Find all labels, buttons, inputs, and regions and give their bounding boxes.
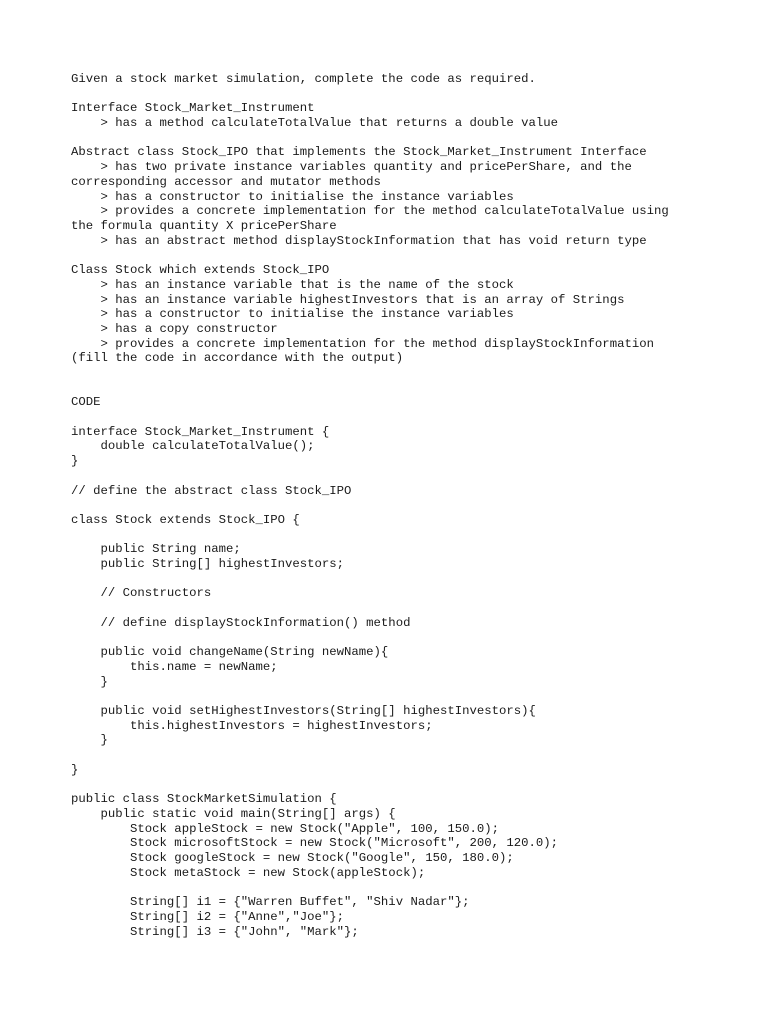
blank-line bbox=[71, 366, 761, 381]
text-line: public static void main(String[] args) { bbox=[71, 806, 396, 821]
text-line: > has an instance variable that is the name of the stock bbox=[71, 277, 514, 292]
text-line: Interface Stock_Market_Instrument bbox=[71, 101, 315, 116]
text-line: public String[] highestInvestors; bbox=[71, 557, 345, 572]
blank-line bbox=[71, 248, 761, 263]
blank-line bbox=[71, 880, 761, 895]
text-line: Abstract class Stock_IPO that implements the Stock_Market_Instrument Interface bbox=[71, 145, 647, 160]
text-line: public void setHighestInvestors(String[] highestInvestors){ bbox=[71, 704, 536, 719]
text-line: // define the abstract class Stock_IPO bbox=[71, 483, 352, 498]
text-line: > has a constructor to initialise the instance variables bbox=[71, 307, 514, 322]
text-line: Stock appleStock = new Stock("Apple", 100, 150.0); bbox=[71, 821, 500, 836]
text-line: the formula quantity X pricePerShare bbox=[71, 219, 337, 233]
text-line: (fill the code in accordance with the output) bbox=[71, 351, 404, 366]
blank-line bbox=[71, 131, 761, 146]
blank-line bbox=[71, 572, 761, 587]
text-line: public String name; bbox=[71, 542, 241, 557]
text-line: // Constructors bbox=[71, 586, 212, 601]
text-line: Stock googleStock = new Stock("Google", 150, 180.0); bbox=[71, 851, 514, 866]
text-line: > has an instance variable highestInvestors that is an array of Strings bbox=[71, 292, 625, 307]
text-line: public void changeName(String newName){ bbox=[71, 645, 389, 660]
text-line: corresponding accessor and mutator methods bbox=[71, 174, 381, 189]
text-line: // define displayStockInformation() method bbox=[71, 615, 411, 630]
text-line: > has a copy constructor bbox=[71, 321, 278, 336]
blank-line bbox=[71, 410, 761, 425]
text-line: } bbox=[71, 733, 108, 748]
text-line: CODE bbox=[71, 395, 101, 410]
blank-line bbox=[71, 631, 761, 646]
text-line: Given a stock market simulation, complete the code as required. bbox=[71, 72, 536, 86]
text-line: Stock metaStock = new Stock(appleStock); bbox=[71, 865, 426, 880]
blank-line bbox=[71, 748, 761, 763]
blank-line bbox=[71, 528, 761, 543]
text-line: } bbox=[71, 674, 108, 689]
text-line: > provides a concrete implementation for the method calculateTotalValue using bbox=[71, 204, 669, 219]
document-body bbox=[71, 72, 761, 939]
blank-line bbox=[71, 498, 761, 513]
text-line: > provides a concrete implementation for the method displayStockInformation bbox=[71, 336, 654, 351]
text-line: } bbox=[71, 762, 79, 777]
text-line: this.highestInvestors = highestInvestors; bbox=[71, 718, 433, 733]
text-line: > has two private instance variables quantity and pricePerShare, and the bbox=[71, 160, 632, 175]
blank-line bbox=[71, 381, 761, 396]
text-line: this.name = newName; bbox=[71, 659, 278, 674]
text-line: public class StockMarketSimulation { bbox=[71, 792, 337, 807]
text-line: > has a method calculateTotalValue that returns a double value bbox=[71, 116, 559, 131]
blank-line bbox=[71, 87, 761, 102]
text-line: Stock microsoftStock = new Stock("Microsoft", 200, 120.0); bbox=[71, 836, 559, 851]
text-line: Class Stock which extends Stock_IPO bbox=[71, 263, 330, 278]
text-line: String[] i1 = {"Warren Buffet", "Shiv Nadar"}; bbox=[71, 895, 470, 910]
text-line: class Stock extends Stock_IPO { bbox=[71, 512, 300, 527]
text-line: double calculateTotalValue(); bbox=[71, 439, 315, 454]
text-line: interface Stock_Market_Instrument { bbox=[71, 424, 330, 439]
blank-line bbox=[71, 778, 761, 793]
blank-line bbox=[71, 689, 761, 704]
text-line: String[] i2 = {"Anne","Joe"}; bbox=[71, 909, 345, 924]
text-line: String[] i3 = {"John", "Mark"}; bbox=[71, 924, 359, 939]
blank-line bbox=[71, 469, 761, 484]
text-line: > has a constructor to initialise the instance variables bbox=[71, 189, 514, 204]
text-line: } bbox=[71, 454, 79, 469]
blank-line bbox=[71, 601, 761, 616]
text-line: > has an abstract method displayStockInformation that has void return type bbox=[71, 233, 647, 248]
